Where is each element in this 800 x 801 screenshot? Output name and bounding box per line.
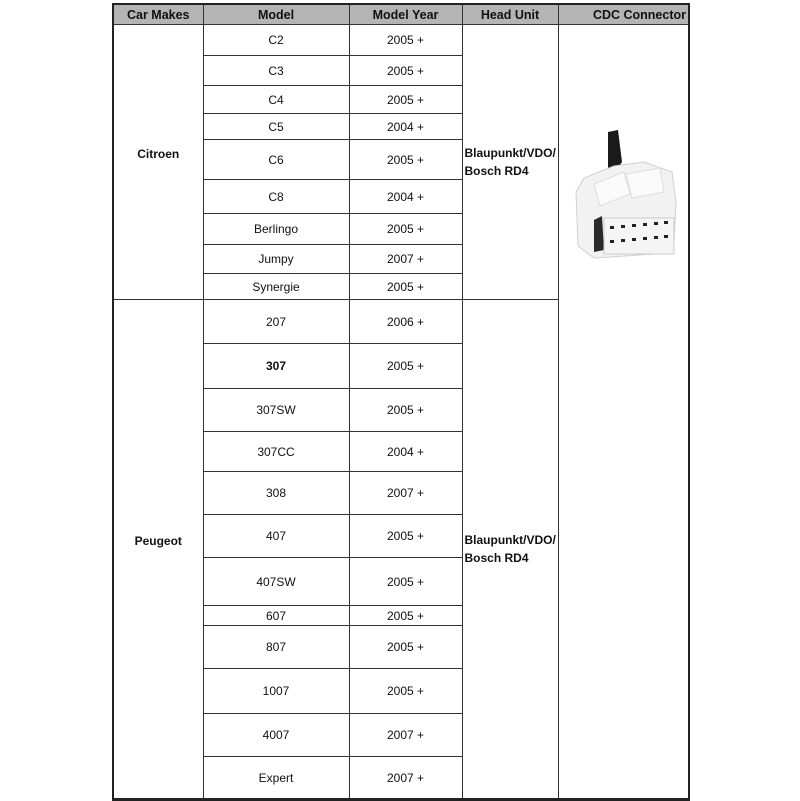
car-make-cell [113,300,203,800]
model-cell: 308 [203,472,349,515]
head-unit-line: Blaupunkt/VDO/ [464,146,556,160]
model-cell: 407 [203,515,349,558]
model-year-cell: 2005 + [349,86,462,114]
model-cell: 407SW [203,558,349,606]
model-year-cell: 2005 + [349,515,462,558]
model-year-cell: 2005 + [349,558,462,606]
head-unit-line: Bosch RD4 [464,164,529,178]
header-head-unit: Head Unit [462,4,558,25]
model-year-cell: 2005 + [349,606,462,626]
cdc-connector-image [564,122,684,272]
model-cell: C4 [203,86,349,114]
model-cell: 4007 [203,714,349,757]
model-year-cell: 2005 + [349,25,462,56]
header-cdc-connector: CDC Connector [558,4,689,25]
model-cell: C3 [203,56,349,86]
car-make: Peugeot [134,534,182,548]
model-cell: 307SW [203,389,349,432]
car-make: Citroen [137,147,180,161]
header-model: Model [203,4,349,25]
model-year-cell: 2005 + [349,389,462,432]
compatibility-table [112,3,690,801]
model-cell: 307 [203,344,349,389]
model-year-cell: 2004 + [349,432,462,472]
model-year-cell: 2005 + [349,140,462,180]
model-cell: Synergie [203,274,349,300]
model-cell: C6 [203,140,349,180]
header-car-makes: Car Makes [113,4,203,25]
model-year-cell: 2007 + [349,757,462,800]
model-cell: Jumpy [203,245,349,274]
model-year-cell: 2006 + [349,300,462,344]
car-make-cell [113,25,203,300]
model-cell: 807 [203,626,349,669]
model-cell: 607 [203,606,349,626]
cdc-connector-cell [558,25,689,800]
model-cell: C2 [203,25,349,56]
model-cell: 1007 [203,669,349,714]
head-unit-cell [462,25,558,300]
head-unit-line: Bosch RD4 [464,551,529,565]
model-cell: 207 [203,300,349,344]
head-unit-line: Blaupunkt/VDO/ [464,533,556,547]
model-year-cell: 2005 + [349,626,462,669]
model-cell: C8 [203,180,349,214]
header-model-year: Model Year [349,4,462,25]
model-year-cell: 2005 + [349,56,462,86]
head-unit-cell [462,300,558,800]
header-row [113,4,689,25]
model-year-cell: 2005 + [349,214,462,245]
model-year-cell: 2007 + [349,472,462,515]
model-year-cell: 2004 + [349,114,462,140]
model-year-cell: 2005 + [349,669,462,714]
table-row [113,25,689,56]
model-cell: 307CC [203,432,349,472]
model-year-cell: 2007 + [349,245,462,274]
model-cell: Berlingo [203,214,349,245]
model-year-cell: 2005 + [349,274,462,300]
model-year-cell: 2007 + [349,714,462,757]
model-cell: C5 [203,114,349,140]
model-year-cell: 2004 + [349,180,462,214]
model-cell: Expert [203,757,349,800]
model-year-cell: 2005 + [349,344,462,389]
